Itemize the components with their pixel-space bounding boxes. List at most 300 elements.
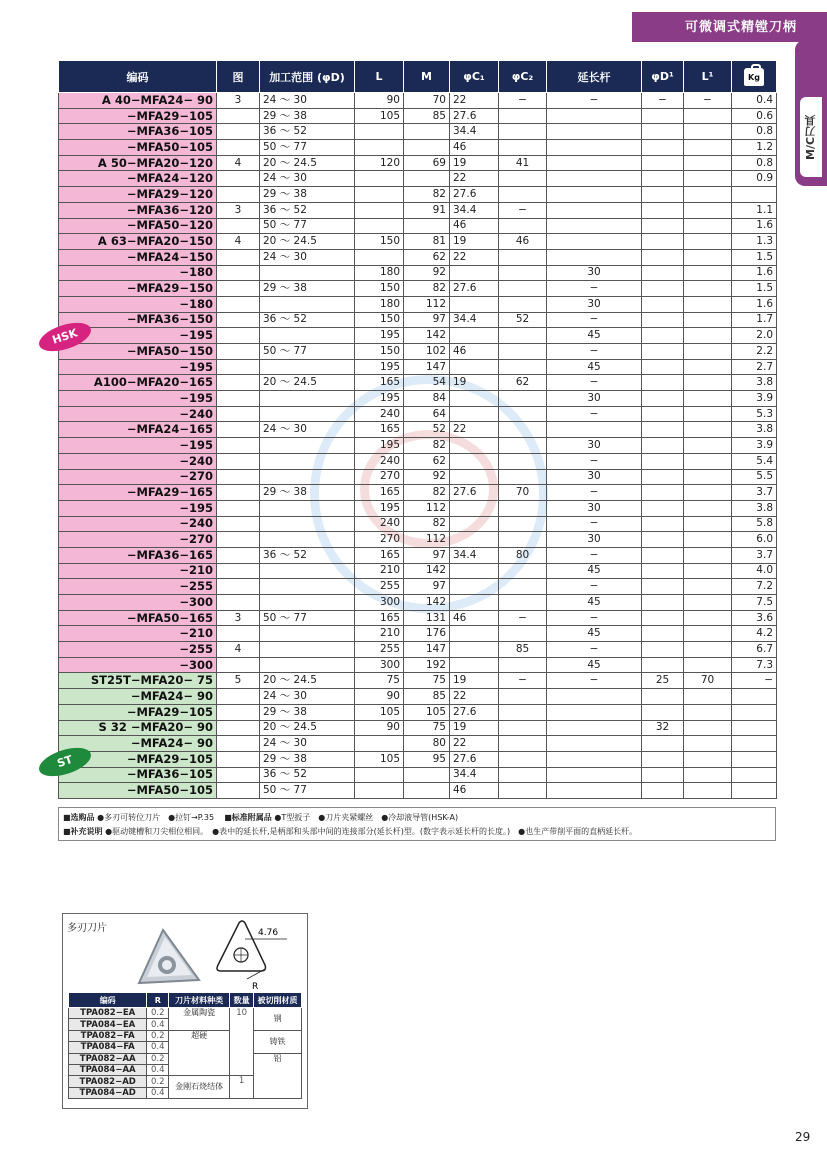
cell-d1 bbox=[642, 610, 684, 626]
cell-weight: 1.6 bbox=[732, 218, 777, 234]
cell-c2: − bbox=[499, 202, 547, 218]
side-tab-label: M/C刀具 bbox=[804, 114, 817, 160]
cell-d1 bbox=[642, 469, 684, 485]
cell-extension: 30 bbox=[547, 265, 642, 281]
cell-c1: 22 bbox=[450, 689, 499, 705]
cell-code: −195 bbox=[59, 500, 217, 516]
cell-m: 112 bbox=[404, 500, 450, 516]
cell-c1: 46 bbox=[450, 218, 499, 234]
cell-figure: 4 bbox=[217, 155, 260, 171]
cell-range: 36 ～ 52 bbox=[260, 202, 355, 218]
cell-code: −210 bbox=[59, 626, 217, 642]
cell-c2 bbox=[499, 532, 547, 548]
cell-l1 bbox=[684, 579, 732, 595]
cell-l1 bbox=[684, 344, 732, 360]
cell-weight: 5.3 bbox=[732, 406, 777, 422]
cell-extension: − bbox=[547, 673, 642, 689]
cell-c2 bbox=[499, 422, 547, 438]
cell-l1 bbox=[684, 375, 732, 391]
cell-c1 bbox=[450, 626, 499, 642]
col-header-c2: φC₂ bbox=[499, 61, 547, 93]
cell-extension: 45 bbox=[547, 626, 642, 642]
col-header-c1: φC₁ bbox=[450, 61, 499, 93]
cell-c2: 80 bbox=[499, 547, 547, 563]
cell-l bbox=[355, 783, 404, 799]
cell-code: −MFA36−120 bbox=[59, 202, 217, 218]
cell-c2: 70 bbox=[499, 485, 547, 501]
insert-r: 0.2 bbox=[147, 1076, 169, 1087]
cell-m: 69 bbox=[404, 155, 450, 171]
notes-head-supplement: ■补充说明 bbox=[63, 827, 103, 836]
cell-c2 bbox=[499, 281, 547, 297]
cell-code: −MFA29−165 bbox=[59, 485, 217, 501]
cell-extension: − bbox=[547, 312, 642, 328]
cell-c2 bbox=[499, 626, 547, 642]
table-row bbox=[59, 265, 777, 281]
cell-range: 36 ～ 52 bbox=[260, 767, 355, 783]
cell-d1 bbox=[642, 187, 684, 203]
cell-extension: − bbox=[547, 642, 642, 658]
cell-l1 bbox=[684, 406, 732, 422]
cell-l1 bbox=[684, 563, 732, 579]
notes-text-standard: ●T型扳子 ●刀片夹紧螺丝 ●冷却液导管(HSK-A) bbox=[274, 813, 459, 822]
cell-code: −MFA50−105 bbox=[59, 783, 217, 799]
cell-l: 210 bbox=[355, 626, 404, 642]
cell-l1 bbox=[684, 720, 732, 736]
cell-code: −MFA24−120 bbox=[59, 171, 217, 187]
cell-c2 bbox=[499, 171, 547, 187]
cell-figure bbox=[217, 422, 260, 438]
cell-extension: 45 bbox=[547, 359, 642, 375]
cell-l1 bbox=[684, 438, 732, 454]
cell-c2 bbox=[499, 783, 547, 799]
notes-text-optional: ●多刃可转位刀片 ●拉钉→P.35 bbox=[97, 813, 215, 822]
table-row bbox=[59, 783, 777, 799]
cell-range: 24 ～ 30 bbox=[260, 171, 355, 187]
cell-m: 142 bbox=[404, 328, 450, 344]
cell-c1: 46 bbox=[450, 344, 499, 360]
cell-l1 bbox=[684, 767, 732, 783]
cell-range bbox=[260, 532, 355, 548]
cell-m bbox=[404, 218, 450, 234]
cell-l1 bbox=[684, 626, 732, 642]
insert-col-workpiece: 被切削材质 bbox=[254, 993, 302, 1008]
cell-l1 bbox=[684, 704, 732, 720]
cell-l: 90 bbox=[355, 93, 404, 109]
cell-code: A 50−MFA20−120 bbox=[59, 155, 217, 171]
cell-weight bbox=[732, 704, 777, 720]
table-row bbox=[59, 296, 777, 312]
cell-l1 bbox=[684, 453, 732, 469]
cell-c2 bbox=[499, 124, 547, 140]
cell-figure bbox=[217, 532, 260, 548]
cell-weight bbox=[732, 689, 777, 705]
cell-l bbox=[355, 736, 404, 752]
cell-weight bbox=[732, 187, 777, 203]
cell-range bbox=[260, 328, 355, 344]
insert-r: 0.4 bbox=[147, 1042, 169, 1053]
cell-d1 bbox=[642, 391, 684, 407]
cell-figure bbox=[217, 595, 260, 611]
cell-code: S 32 −MFA20− 90 bbox=[59, 720, 217, 736]
cell-c2: 52 bbox=[499, 312, 547, 328]
cell-extension: 30 bbox=[547, 438, 642, 454]
cell-d1 bbox=[642, 359, 684, 375]
cell-c2 bbox=[499, 265, 547, 281]
cell-extension bbox=[547, 422, 642, 438]
insert-qty: 1 bbox=[230, 1076, 254, 1099]
cell-figure: 3 bbox=[217, 93, 260, 109]
cell-l bbox=[355, 171, 404, 187]
insert-header-row bbox=[69, 993, 302, 1008]
cell-d1 bbox=[642, 500, 684, 516]
cell-figure bbox=[217, 469, 260, 485]
cell-m: 102 bbox=[404, 344, 450, 360]
table-row bbox=[59, 500, 777, 516]
cell-l: 165 bbox=[355, 485, 404, 501]
cell-d1 bbox=[642, 375, 684, 391]
cell-l1 bbox=[684, 328, 732, 344]
cell-figure: 4 bbox=[217, 642, 260, 658]
cell-code: −MFA36−105 bbox=[59, 124, 217, 140]
cell-range bbox=[260, 579, 355, 595]
cell-figure bbox=[217, 108, 260, 124]
cell-m: 85 bbox=[404, 689, 450, 705]
cell-l1 bbox=[684, 281, 732, 297]
cell-l1 bbox=[684, 469, 732, 485]
cell-extension: − bbox=[547, 93, 642, 109]
insert-code: TPA084−AD bbox=[69, 1087, 147, 1098]
col-header-d1: φD¹ bbox=[642, 61, 684, 93]
cell-weight: 1.3 bbox=[732, 234, 777, 250]
cell-figure bbox=[217, 328, 260, 344]
cell-weight: 5.5 bbox=[732, 469, 777, 485]
cell-l1 bbox=[684, 751, 732, 767]
cell-l1 bbox=[684, 610, 732, 626]
cell-code: −MFA36−165 bbox=[59, 547, 217, 563]
cell-weight: 2.2 bbox=[732, 344, 777, 360]
cell-extension: 45 bbox=[547, 328, 642, 344]
cell-c2: − bbox=[499, 673, 547, 689]
cell-range: 36 ～ 52 bbox=[260, 547, 355, 563]
cell-weight: 7.3 bbox=[732, 657, 777, 673]
cell-l bbox=[355, 218, 404, 234]
cell-m: 131 bbox=[404, 610, 450, 626]
cell-range: 29 ～ 38 bbox=[260, 704, 355, 720]
cell-l1 bbox=[684, 485, 732, 501]
insert-col-code: 编码 bbox=[69, 993, 147, 1008]
cell-d1 bbox=[642, 767, 684, 783]
cell-figure bbox=[217, 375, 260, 391]
cell-c2 bbox=[499, 563, 547, 579]
cell-m: 142 bbox=[404, 595, 450, 611]
cell-l: 150 bbox=[355, 344, 404, 360]
table-row bbox=[59, 391, 777, 407]
cell-range: 50 ～ 77 bbox=[260, 783, 355, 799]
cell-weight: 0.6 bbox=[732, 108, 777, 124]
cell-c1: 34.4 bbox=[450, 312, 499, 328]
cell-range: 29 ～ 38 bbox=[260, 108, 355, 124]
cell-figure bbox=[217, 438, 260, 454]
cell-c1: 27.6 bbox=[450, 187, 499, 203]
cell-m: 147 bbox=[404, 359, 450, 375]
cell-weight: 4.0 bbox=[732, 563, 777, 579]
cell-d1 bbox=[642, 124, 684, 140]
table-row bbox=[59, 202, 777, 218]
cell-c1: 27.6 bbox=[450, 751, 499, 767]
cell-c1: 22 bbox=[450, 171, 499, 187]
cell-code: −240 bbox=[59, 453, 217, 469]
cell-figure bbox=[217, 547, 260, 563]
col-header-m: M bbox=[404, 61, 450, 93]
cell-extension: 30 bbox=[547, 391, 642, 407]
cell-m: 62 bbox=[404, 249, 450, 265]
cell-extension: − bbox=[547, 281, 642, 297]
table-header-row bbox=[59, 61, 777, 93]
cell-l: 255 bbox=[355, 642, 404, 658]
insert-code: TPA082−FA bbox=[69, 1030, 147, 1041]
cell-d1 bbox=[642, 155, 684, 171]
col-header-code: 编码 bbox=[59, 61, 217, 93]
cell-c2 bbox=[499, 579, 547, 595]
table-row bbox=[59, 171, 777, 187]
cell-l: 195 bbox=[355, 359, 404, 375]
table-row bbox=[59, 422, 777, 438]
cell-weight: 2.7 bbox=[732, 359, 777, 375]
cell-l1: 70 bbox=[684, 673, 732, 689]
cell-figure: 5 bbox=[217, 673, 260, 689]
cell-l: 240 bbox=[355, 453, 404, 469]
cell-m: 85 bbox=[404, 108, 450, 124]
cell-l: 195 bbox=[355, 391, 404, 407]
table-row bbox=[59, 532, 777, 548]
cell-range: 29 ～ 38 bbox=[260, 485, 355, 501]
cell-c2 bbox=[499, 140, 547, 156]
cell-figure bbox=[217, 406, 260, 422]
cell-code: −195 bbox=[59, 328, 217, 344]
cell-l: 90 bbox=[355, 689, 404, 705]
cell-code: −MFA29−120 bbox=[59, 187, 217, 203]
table-row bbox=[59, 657, 777, 673]
cell-code: −240 bbox=[59, 406, 217, 422]
cell-c1 bbox=[450, 328, 499, 344]
section-title-tab bbox=[632, 12, 827, 42]
cell-code: −MFA29−105 bbox=[59, 108, 217, 124]
table-row bbox=[59, 736, 777, 752]
cell-m: 82 bbox=[404, 187, 450, 203]
cell-range: 20 ～ 24.5 bbox=[260, 720, 355, 736]
cell-range: 50 ～ 77 bbox=[260, 218, 355, 234]
insert-col-material: 刀片材料种类 bbox=[169, 993, 230, 1008]
cell-range: 20 ～ 24.5 bbox=[260, 375, 355, 391]
cell-range bbox=[260, 642, 355, 658]
cell-m: 95 bbox=[404, 751, 450, 767]
cell-extension: 30 bbox=[547, 469, 642, 485]
cell-c1: 34.4 bbox=[450, 124, 499, 140]
cell-code: −270 bbox=[59, 532, 217, 548]
cell-weight: − bbox=[732, 673, 777, 689]
cell-extension bbox=[547, 218, 642, 234]
cell-c2 bbox=[499, 516, 547, 532]
table-row bbox=[59, 626, 777, 642]
cell-code: −300 bbox=[59, 595, 217, 611]
col-header-l: L bbox=[355, 61, 404, 93]
cell-l: 105 bbox=[355, 751, 404, 767]
cell-extension bbox=[547, 187, 642, 203]
cell-l1 bbox=[684, 391, 732, 407]
cell-c2 bbox=[499, 689, 547, 705]
cell-weight: 3.8 bbox=[732, 375, 777, 391]
cell-l1 bbox=[684, 171, 732, 187]
cell-figure bbox=[217, 736, 260, 752]
cell-m: 62 bbox=[404, 453, 450, 469]
cell-l: 150 bbox=[355, 281, 404, 297]
cell-range: 24 ～ 30 bbox=[260, 422, 355, 438]
cell-c1 bbox=[450, 532, 499, 548]
cell-l1 bbox=[684, 689, 732, 705]
cell-extension bbox=[547, 249, 642, 265]
cell-c2: 41 bbox=[499, 155, 547, 171]
cell-range bbox=[260, 563, 355, 579]
insert-photo-icon bbox=[135, 925, 205, 990]
cell-d1 bbox=[642, 453, 684, 469]
cell-extension: 45 bbox=[547, 657, 642, 673]
cell-m: 105 bbox=[404, 704, 450, 720]
cell-range: 29 ～ 38 bbox=[260, 281, 355, 297]
table-row bbox=[59, 642, 777, 658]
cell-figure: 4 bbox=[217, 234, 260, 250]
cell-weight: 7.2 bbox=[732, 579, 777, 595]
cell-c1: 27.6 bbox=[450, 281, 499, 297]
cell-range bbox=[260, 595, 355, 611]
cell-weight: 0.8 bbox=[732, 155, 777, 171]
cell-range bbox=[260, 453, 355, 469]
insert-workpiece: 铸铁 bbox=[254, 1030, 302, 1053]
cell-m: 82 bbox=[404, 281, 450, 297]
insert-col-qty: 数量 bbox=[230, 993, 254, 1008]
page-number: 29 bbox=[795, 1130, 811, 1144]
cell-range: 29 ～ 38 bbox=[260, 751, 355, 767]
cell-m: 97 bbox=[404, 547, 450, 563]
cell-extension bbox=[547, 108, 642, 124]
cell-extension bbox=[547, 140, 642, 156]
cell-m: 75 bbox=[404, 673, 450, 689]
cell-c2: − bbox=[499, 93, 547, 109]
table-row bbox=[59, 610, 777, 626]
cell-code: −180 bbox=[59, 296, 217, 312]
cell-range bbox=[260, 469, 355, 485]
cell-l: 195 bbox=[355, 438, 404, 454]
cell-m: 84 bbox=[404, 391, 450, 407]
cell-weight: 1.6 bbox=[732, 296, 777, 312]
cell-m: 70 bbox=[404, 93, 450, 109]
cell-c2 bbox=[499, 108, 547, 124]
cell-l: 105 bbox=[355, 108, 404, 124]
cell-d1 bbox=[642, 579, 684, 595]
cell-l: 165 bbox=[355, 610, 404, 626]
cell-c2: 85 bbox=[499, 642, 547, 658]
cell-figure bbox=[217, 140, 260, 156]
cell-weight: 7.5 bbox=[732, 595, 777, 611]
cell-d1 bbox=[642, 438, 684, 454]
cell-range bbox=[260, 500, 355, 516]
cell-c1: 46 bbox=[450, 140, 499, 156]
cell-d1: − bbox=[642, 93, 684, 109]
cell-d1 bbox=[642, 547, 684, 563]
cell-extension: − bbox=[547, 375, 642, 391]
cell-l: 90 bbox=[355, 720, 404, 736]
cell-c1 bbox=[450, 595, 499, 611]
cell-l: 210 bbox=[355, 563, 404, 579]
cell-l1 bbox=[684, 249, 732, 265]
cell-l1 bbox=[684, 312, 732, 328]
cell-m: 97 bbox=[404, 579, 450, 595]
cell-l1 bbox=[684, 218, 732, 234]
insert-code: TPA084−EA bbox=[69, 1019, 147, 1030]
insert-workpiece: 铝 bbox=[254, 1053, 302, 1099]
cell-range: 29 ～ 38 bbox=[260, 187, 355, 203]
cell-d1 bbox=[642, 689, 684, 705]
cell-l: 195 bbox=[355, 328, 404, 344]
cell-range: 20 ～ 24.5 bbox=[260, 155, 355, 171]
cell-l: 180 bbox=[355, 296, 404, 312]
insert-r: 0.4 bbox=[147, 1019, 169, 1030]
cell-l bbox=[355, 187, 404, 203]
cell-code: A 40−MFA24− 90 bbox=[59, 93, 217, 109]
table-row bbox=[59, 751, 777, 767]
cell-c1 bbox=[450, 265, 499, 281]
cell-figure bbox=[217, 218, 260, 234]
cell-m bbox=[404, 171, 450, 187]
table-row bbox=[59, 720, 777, 736]
cell-figure bbox=[217, 249, 260, 265]
cell-figure bbox=[217, 720, 260, 736]
cell-l: 270 bbox=[355, 532, 404, 548]
cell-d1 bbox=[642, 296, 684, 312]
cell-c1 bbox=[450, 469, 499, 485]
cell-c1: 27.6 bbox=[450, 485, 499, 501]
table-row bbox=[59, 579, 777, 595]
cell-weight: 0.4 bbox=[732, 93, 777, 109]
cell-d1 bbox=[642, 406, 684, 422]
cell-weight: 1.2 bbox=[732, 140, 777, 156]
cell-d1 bbox=[642, 783, 684, 799]
cell-c1 bbox=[450, 563, 499, 579]
cell-figure bbox=[217, 516, 260, 532]
cell-l: 195 bbox=[355, 500, 404, 516]
cell-c2: 46 bbox=[499, 234, 547, 250]
table-row bbox=[59, 469, 777, 485]
cell-range bbox=[260, 359, 355, 375]
cell-extension bbox=[547, 783, 642, 799]
notes-line-2 bbox=[63, 825, 771, 839]
cell-l bbox=[355, 124, 404, 140]
insert-row bbox=[69, 1008, 302, 1019]
cell-weight bbox=[732, 751, 777, 767]
cell-l1 bbox=[684, 657, 732, 673]
insert-code: TPA084−AA bbox=[69, 1064, 147, 1075]
table-row bbox=[59, 516, 777, 532]
table-row bbox=[59, 187, 777, 203]
cell-extension bbox=[547, 751, 642, 767]
cell-c2 bbox=[499, 720, 547, 736]
cell-l1 bbox=[684, 547, 732, 563]
cell-range: 50 ～ 77 bbox=[260, 140, 355, 156]
col-header-extension: 延长杆 bbox=[547, 61, 642, 93]
table-row bbox=[59, 767, 777, 783]
col-header-weight bbox=[732, 61, 777, 93]
cell-extension bbox=[547, 124, 642, 140]
